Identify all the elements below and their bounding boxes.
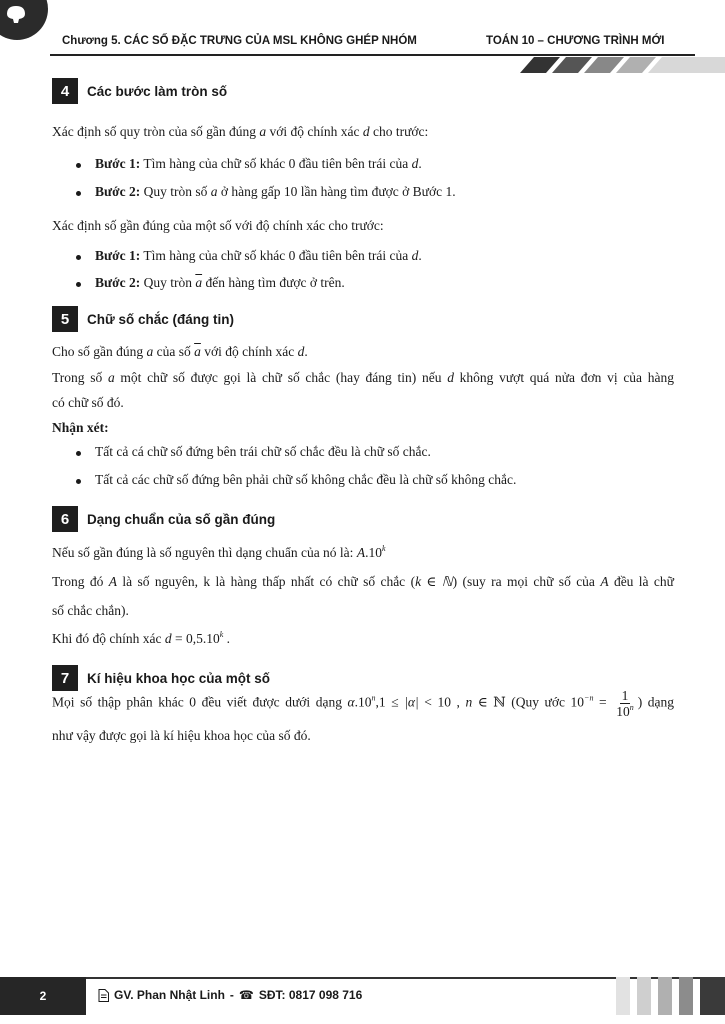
- paragraph: Khi đó độ chính xác $d = 0,5.10^k$ .: [52, 630, 231, 646]
- section-number: 4: [52, 78, 78, 104]
- section-number: 5: [52, 306, 78, 332]
- header-divider: [50, 54, 695, 56]
- paragraph: Xác định số quy tròn của số gần đúng a với độ chính xác d cho trước:: [52, 124, 429, 139]
- list-item: Bước 1: Tìm hàng của chữ số khác 0 đầu tiên bên trái của d.: [95, 248, 422, 263]
- document-icon: [98, 989, 109, 1002]
- header-logo: [0, 0, 48, 40]
- section-4-heading: [52, 78, 227, 104]
- footer-credit: [98, 988, 362, 1002]
- header-stripes-decoration: [520, 57, 725, 73]
- section-number: 7: [52, 665, 78, 691]
- footer-stripes-decoration: [612, 977, 725, 1015]
- footer-separator: -: [229, 988, 234, 1002]
- fraction: $\frac{1}{10^n}$: [616, 688, 634, 719]
- paragraph: Trong đó A là số nguyên, k là hàng thấp nhất có chữ số chắc (k ∈ ℕ) (suy ra mọi chữ số của A đều là chữ: [52, 574, 674, 589]
- paragraph: Cho số gần đúng a của số $\overline{a}$ với độ chính xác d.: [52, 344, 308, 359]
- author-name: GV. Phan Nhật Linh: [114, 988, 225, 1002]
- paragraph: Trong số a một chữ số được gọi là chữ số chắc (hay đáng tin) nếu d không vượt quá nửa đơn vị của hàng: [52, 370, 675, 385]
- header-course-title: TOÁN 10 – CHƯƠNG TRÌNH MỚI: [486, 35, 665, 47]
- section-title: Kí hiệu khoa học của một số: [87, 670, 271, 686]
- bullet-icon: [76, 282, 81, 287]
- section-6-heading: [52, 506, 275, 532]
- bullet-icon: [76, 255, 81, 260]
- section-5-heading: [52, 306, 234, 332]
- bullet-icon: [76, 191, 81, 196]
- bullet-icon: [76, 479, 81, 484]
- bullet-icon: [76, 163, 81, 168]
- section-number: 6: [52, 506, 78, 532]
- bullet-icon: [76, 451, 81, 456]
- list-item: Tất cả cá chữ số đứng bên trái chữ số chắc đều là chữ số chắc.: [95, 444, 431, 459]
- header-chapter-title: Chương 5. CÁC SỐ ĐẶC TRƯNG CỦA MSL KHÔNG GHÉP NHÓM: [62, 35, 417, 47]
- paragraph-continuation: có chữ số đó.: [52, 395, 124, 410]
- note-label: Nhận xét:: [52, 420, 109, 435]
- paragraph: Mọi số thập phân khác 0 đều viết được dưới dạng $\alpha.10^n,1 \le |\alpha| < 10$ , n ∈ ℕ (Quy ước $10^{-n}$ = $\frac{1}{10^n}$ ) dạng: [52, 688, 675, 719]
- list-item: Bước 2: Quy tròn $\overline{a}$ đến hàng tìm được ở trên.: [95, 275, 345, 290]
- logo-icon: [4, 4, 28, 24]
- section-title: Các bước làm tròn số: [87, 83, 228, 99]
- section-title: Chữ số chắc (đáng tin): [87, 311, 235, 327]
- paragraph: Nếu số gần đúng là số nguyên thì dạng chuẩn của nó là: A.10$^k$: [52, 544, 386, 560]
- list-item: Bước 2: Quy tròn số a ở hàng gấp 10 lần hàng tìm được ở Bước 1.: [95, 184, 456, 199]
- paragraph: Xác định số gần đúng của một số với độ chính xác cho trước:: [52, 218, 384, 233]
- paragraph-continuation: như vậy được gọi là kí hiệu khoa học của số đó.: [52, 728, 311, 743]
- list-item: Bước 1: Tìm hàng của chữ số khác 0 đầu tiên bên trái của d.: [95, 156, 422, 171]
- list-item: Tất cả các chữ số đứng bên phải chữ số không chắc đều là chữ số không chắc.: [95, 472, 517, 487]
- phone-number: SĐT: 0817 098 716: [258, 988, 363, 1002]
- paragraph-continuation: số chắc chắn).: [52, 603, 129, 618]
- section-title: Dạng chuẩn của số gần đúng: [87, 511, 276, 527]
- page-number: 2: [39, 989, 47, 1003]
- phone-icon: ☎: [238, 988, 254, 1002]
